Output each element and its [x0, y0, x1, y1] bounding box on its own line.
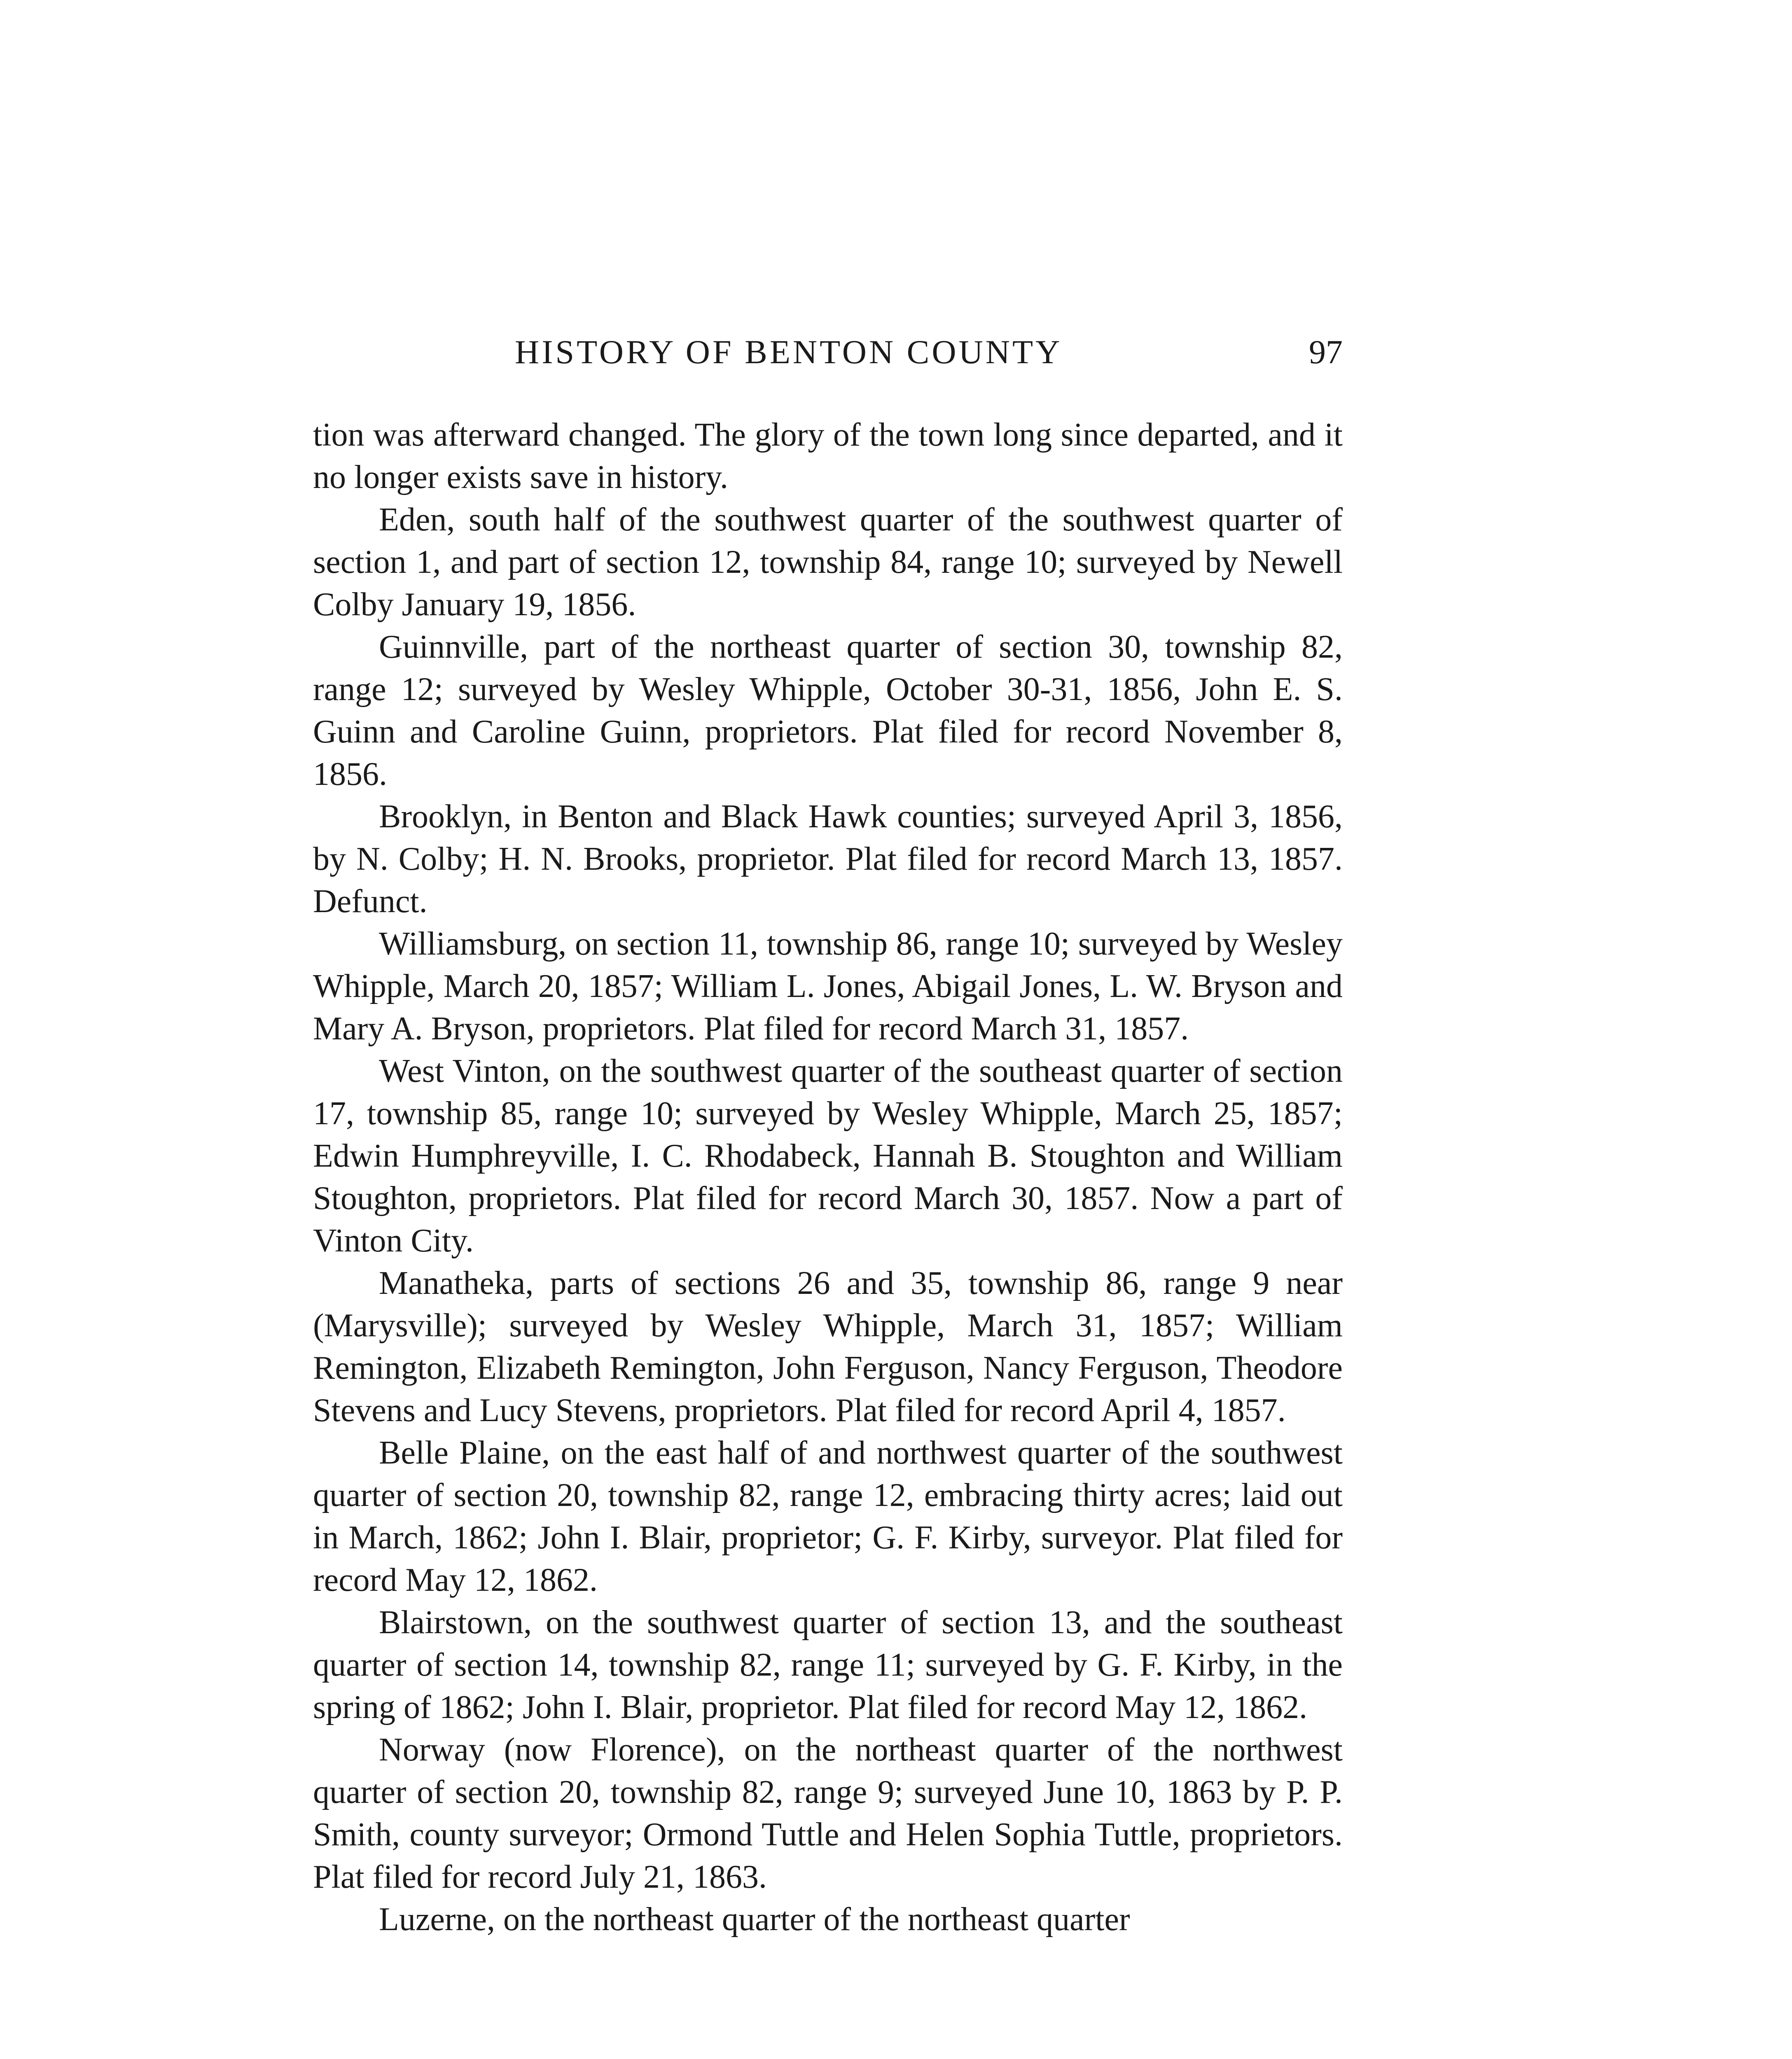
paragraph-eden: Eden, south half of the southwest quarter of the southwest quarter of section 1, and part of section 12, township 84, range 10; surveyed by Newell Colby January 19, 1856.	[313, 502, 1343, 623]
paragraph-guinnville: Guinnville, part of the northeast quarter of section 30, township 82, range 12; surveyed by Wesley Whipple, October 30-31, 1856, John E. S. Guinn and Caroline Guinn, proprietors. Plat filed for record November 8, 1856.	[313, 629, 1343, 792]
paragraph-belle-plaine: Belle Plaine, on the east half of and northwest quarter of the southwest quarter of section 20, township 82, range 12, embracing thirty acres; laid out in March, 1862; John I. Blair, proprietor; G. F. Kirby, surveyor. Plat filed for record May 12, 1862.	[313, 1435, 1343, 1598]
paragraph-williamsburg: Williamsburg, on section 11, township 86, range 10; surveyed by Wesley Whipple, March 20, 1857; William L. Jones, Abigail Jones, L. W. Bryson and Mary A. Bryson, proprietors. Plat filed for record March 31, 1857.	[313, 926, 1343, 1047]
paragraph-manatheka: Manatheka, parts of sections 26 and 35, township 86, range 9 near (Marysville); surveyed by Wesley Whipple, March 31, 1857; William Remington, Elizabeth Remington, John Ferguson, Nancy Ferguson, Theodore Stevens and Lucy Stevens, proprietors. Plat filed for record April 4, 1857.	[313, 1265, 1343, 1429]
paragraph-continuation: tion was afterward changed. The glory of the town long since departed, and it no longer exists save in history.	[313, 417, 1343, 495]
paragraph-luzerne: Luzerne, on the northeast quarter of the northeast quarter	[379, 1901, 1130, 1938]
paragraph-west-vinton: West Vinton, on the southwest quarter of the southeast quarter of section 17, township 85, range 10; surveyed by Wesley Whipple, March 25, 1857; Edwin Humphreyville, I. C. Rhodabeck, Hannah B. Stoughton and William Stoughton, proprietors. Plat filed for record March 30, 1857. Now a part of Vinton City.	[313, 1053, 1343, 1259]
paragraph-norway: Norway (now Florence), on the northeast quarter of the northwest quarter of section 20, township 82, range 9; surveyed June 10, 1863 by P. P. Smith, county surveyor; Ormond Tuttle and Helen Sophia Tuttle, proprietors. Plat filed for record July 21, 1863.	[313, 1732, 1343, 1895]
running-head	[313, 329, 1343, 375]
paragraph-brooklyn: Brooklyn, in Benton and Black Hawk counties; surveyed April 3, 1856, by N. Colby; H. N. Brooks, proprietor. Plat filed for record March 13, 1857. Defunct.	[313, 798, 1343, 920]
running-title: HISTORY OF BENTON COUNTY	[515, 333, 1063, 371]
page-number: 97	[1309, 333, 1343, 371]
body-text	[313, 414, 1343, 1941]
paragraph-blairstown: Blairstown, on the southwest quarter of section 13, and the southeast quarter of section 14, township 82, range 11; surveyed by G. F. Kirby, in the spring of 1862; John I. Blair, proprietor. Plat filed for record May 12, 1862.	[313, 1604, 1343, 1725]
